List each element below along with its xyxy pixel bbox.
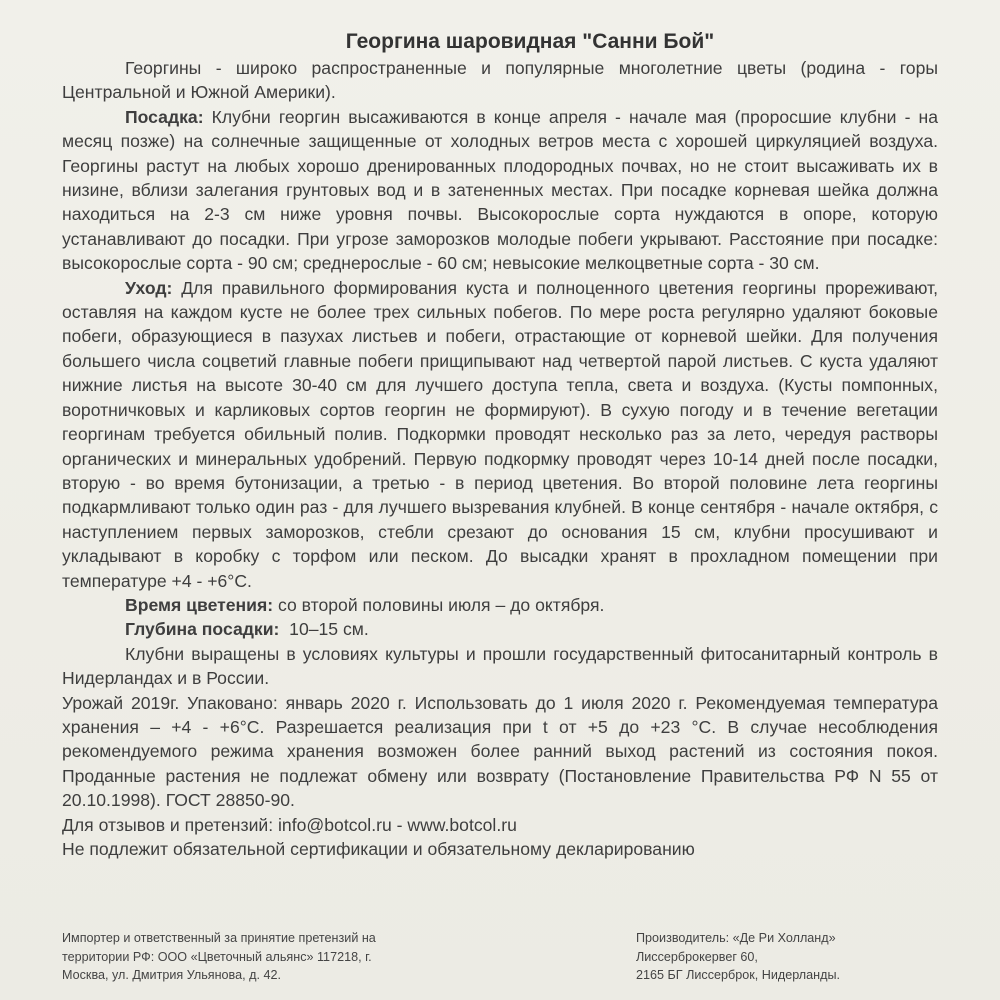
producer-line-3: 2165 БГ Лиссерброк, Нидерланды. (636, 968, 840, 982)
depth-label: Глубина посадки: (125, 619, 280, 640)
importer-line-1: Импортер и ответственный за принятие претензий на (62, 931, 376, 945)
planting-paragraph (62, 105, 938, 276)
importer-line-2: территории РФ: ООО «Цветочный альянс» 117218, г. (62, 949, 372, 964)
bloom-paragraph (62, 593, 938, 617)
producer-line-1: Производитель: «Де Ри Холланд» (636, 931, 836, 945)
depth-paragraph (62, 617, 938, 641)
product-title: Георгина шаровидная "Санни Бой" (345, 30, 715, 53)
intro-paragraph: Георгины - широко распространенные и популярные многолетние цветы (родина - горы Центральной и Южной Америки). (62, 58, 938, 103)
care-paragraph (62, 276, 938, 593)
harvest-paragraph: Урожай 2019г. Упаковано: январь 2020 г. Использовать до 1 июля 2020 г. Рекомендуемая температура хранения – +4 - +6°С. Разрешается реализация при t от +5 до +23 °С. В случае несоблюдения рекомендуемого режима хранения возможен более ранний выход растений из состояния покоя. Проданные растения не подлежат обмену или возврату (Постановление Правительства РФ N 55 от 20.10.1998). ГОСТ 28850-90. (62, 692, 938, 811)
care-text: Для правильного формирования куста и полноценного цветения георгины прореживают, оставляя на каждом кусте не более трех сильных побегов. По мере роста регулярно удаляют боковые побеги, образующиеся в пазухах листьев и побеги, отрастающие от корневой шейки. Для получения большего числа соцветий главные побеги прищипывают над четвертой парой листьев. С куста удаляют нижние листья на высоте 30-40 см для лучшего доступа тепла, света и воздуха. (Кусты помпонных, воротничковых и карликовых сортов георгин не формируют). В сухую погоду и в течение вегетации георгинам требуется обильный полив. Подкормки проводят несколько раз за лето, чередуя растворы органических и минеральных удобрений. Первую подкормку проводят через 10-14 дней после посадки, вторую - во время бутонизации, а третью - в период цветения. Во второй половине лета георгины подкармливают только один раз - для лучшего вызревания клубней. В конце сентября - начале октября, с наступлением первых заморозков, стебли срезают до основания 15 см, клубни просушивают и укладывают в коробку с торфом или песком. До высадки хранят в прохладном помещении при температуре +4 - +6°С. (62, 277, 938, 591)
bloom-label: Время цветения: (125, 594, 274, 615)
importer-line-3: Москва, ул. Дмитрия Ульянова, д. 42. (62, 968, 281, 982)
producer-line-2: Лиссерброкервег 60, (636, 949, 758, 964)
bloom-text: со второй половины июля – до октября. (273, 594, 605, 615)
producer-block (636, 929, 936, 985)
main-text-block (62, 28, 938, 861)
certification-line: Не подлежит обязательной сертификации и обязательному декларированию (62, 839, 695, 859)
importer-block (62, 929, 442, 985)
contacts-line: Для отзывов и претензий: info@botcol.ru - www.botcol.ru (62, 814, 517, 835)
planting-text: Клубни георгин высаживаются в конце апреля - начале мая (проросшие клубни - на месяц позже) на солнечные защищенные от холодных ветров места с хорошей циркуляцией воздуха. Георгины растут на любых хорошо дренированных плодородных почвах, но не стоит высаживать их в низине, вблизи залегания грунтовых вод и в затененных местах. При посадке корневая шейка должна находиться на 2-3 см ниже уровня почвы. Высокорослые сорта нуждаются в опоре, которую устанавливают до посадки. При угрозе заморозков молодые побеги укрывают. Расстояние при посадке: высокорослые сорта - 90 см; среднерослые - 60 см; невысокие мелкоцветные сорта - 30 см. (62, 106, 938, 274)
phyto-paragraph: Клубни выращены в условиях культуры и прошли государственный фитосанитарный контроль в Нидерландах и в России. (62, 643, 938, 689)
depth-text: 10–15 см. (279, 619, 369, 640)
planting-label: Посадка: (125, 106, 204, 127)
care-label: Уход: (125, 277, 173, 298)
